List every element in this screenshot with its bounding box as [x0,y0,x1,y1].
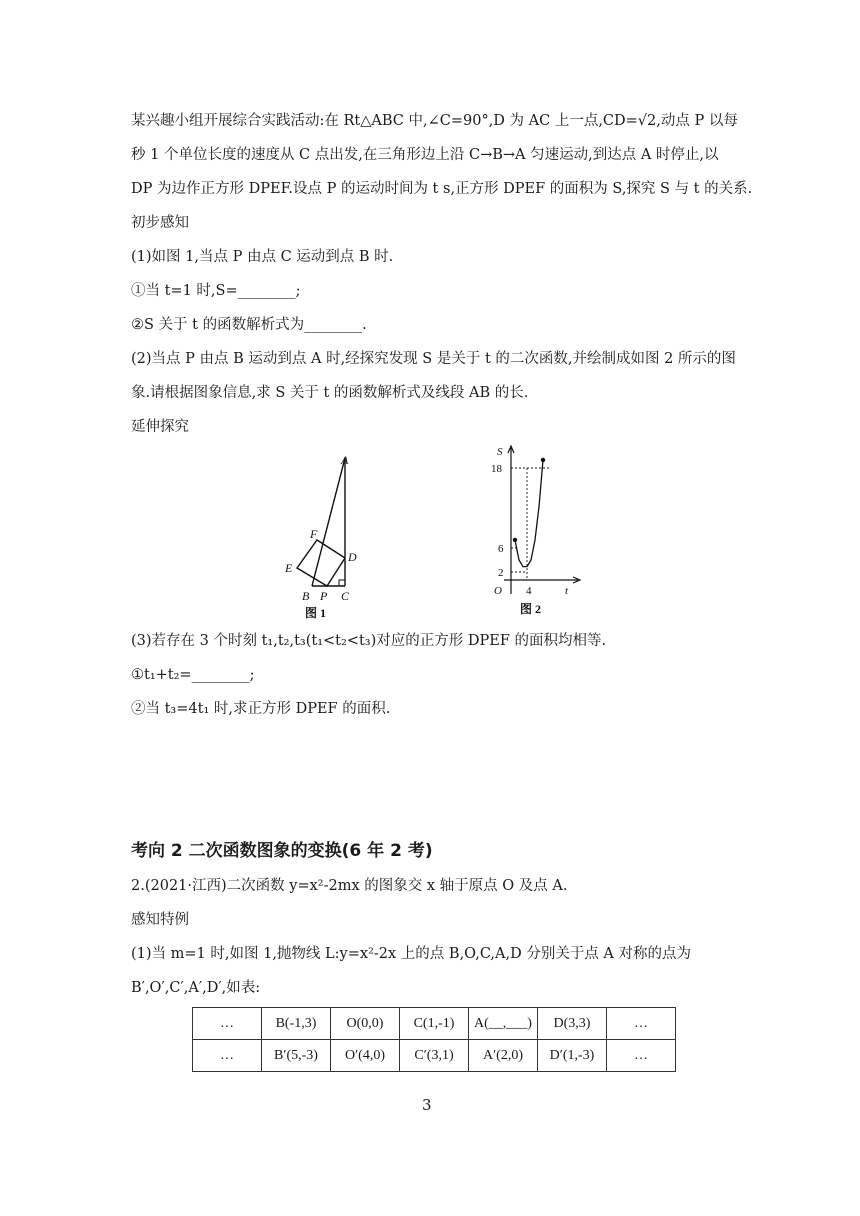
table-row [193,1008,676,1040]
tick-label-4: 4 [526,585,532,597]
problem-intro-line-2: 秒 1 个单位长度的速度从 C 点出发,在三角形边上沿 C→B→A 匀速运动,到达点 A 时停止,以 [131,147,719,163]
tick-label-18: 18 [491,463,502,475]
label-f: F [310,527,318,541]
table-cell: O(0,0) [331,1008,400,1040]
label-d: D [348,550,357,564]
table-cell: … [607,1008,676,1040]
table-cell: A′(2,0) [469,1040,538,1072]
label-e: E [285,561,293,575]
table-cell: … [193,1008,262,1040]
square-dpef [297,540,345,586]
problem-2-question-1-line-1: (1)当 m=1 时,如图 1,抛物线 L:y=x²-2x 上的点 B,O,C,A,D 分别关于点 A 对称的点为 [131,946,692,962]
table-cell: B(-1,3) [262,1008,331,1040]
right-angle-mark [339,580,345,586]
label-c: C [341,589,350,603]
table-cell: … [607,1040,676,1072]
problem-2-question-1-line-2: B′,O′,C′,A′,D′,如表: [131,980,261,996]
table-cell: … [193,1040,262,1072]
start-point [513,538,517,542]
end-point [541,458,545,462]
figure-1-geometry [275,448,375,620]
label-a: A [341,453,349,467]
table-cell: O′(4,0) [331,1040,400,1072]
problem-2-section-label: 感知特例 [131,912,189,928]
section-label-extension: 延伸探究 [131,419,189,435]
parabola-curve [515,460,543,567]
figure-1-caption: 图 1 [305,606,327,620]
table-cell: A(__,___) [469,1008,538,1040]
problem-2-line-1: 2.(2021·江西)二次函数 y=x²-2mx 的图象交 x 轴于原点 O 及点 A. [131,878,568,894]
table-cell: D′(1,-3) [538,1040,607,1072]
figure-2-chart [480,440,590,620]
origin-label: O [494,585,502,597]
axis-label-t: t [565,585,569,597]
question-1b: ②S 关于 t 的函数解析式为________. [131,317,367,333]
question-1a: ①当 t=1 时,S=________; [131,283,301,299]
label-b: B [302,589,310,603]
question-3: (3)若存在 3 个时刻 t₁,t₂,t₃(t₁<t₂<t₃)对应的正方形 DPEF 的面积均相等. [131,633,607,649]
page-number: 3 [422,1096,432,1114]
tick-label-2: 2 [498,567,504,579]
section-heading: 考向 2 二次函数图象的变换(6 年 2 考) [131,841,433,861]
table-cell: C′(3,1) [400,1040,469,1072]
axis-label-s: S [497,446,503,458]
table-row [193,1040,676,1072]
question-3b: ②当 t₃=4t₁ 时,求正方形 DPEF 的面积. [131,701,391,717]
table-cell: C(1,-1) [400,1008,469,1040]
problem-intro-line-3: DP 为边作正方形 DPEF.设点 P 的运动时间为 t s,正方形 DPEF 的面积为 S,探究 S 与 t 的关系. [131,181,753,197]
question-1: (1)如图 1,当点 P 由点 C 运动到点 B 时. [131,249,394,265]
section-label-initial: 初步感知 [131,215,189,231]
question-2-line-1: (2)当点 P 由点 B 运动到点 A 时,经探究发现 S 是关于 t 的二次函数,并绘制成如图 2 所示的图 [131,351,736,367]
label-p: P [320,589,328,603]
figure-2-caption: 图 2 [520,602,542,616]
problem-intro-line-1: 某兴趣小组开展综合实践活动:在 Rt△ABC 中,∠C=90°,D 为 AC 上一点,CD=√2,动点 P 以每 [131,113,738,129]
symmetric-points-table [192,1007,676,1072]
tick-label-6: 6 [498,543,504,555]
question-3a: ①t₁+t₂=________; [131,667,255,683]
table-cell: B′(5,-3) [262,1040,331,1072]
table-cell: D(3,3) [538,1008,607,1040]
question-2-line-2: 象.请根据图象信息,求 S 关于 t 的函数解析式及线段 AB 的长. [131,385,529,401]
